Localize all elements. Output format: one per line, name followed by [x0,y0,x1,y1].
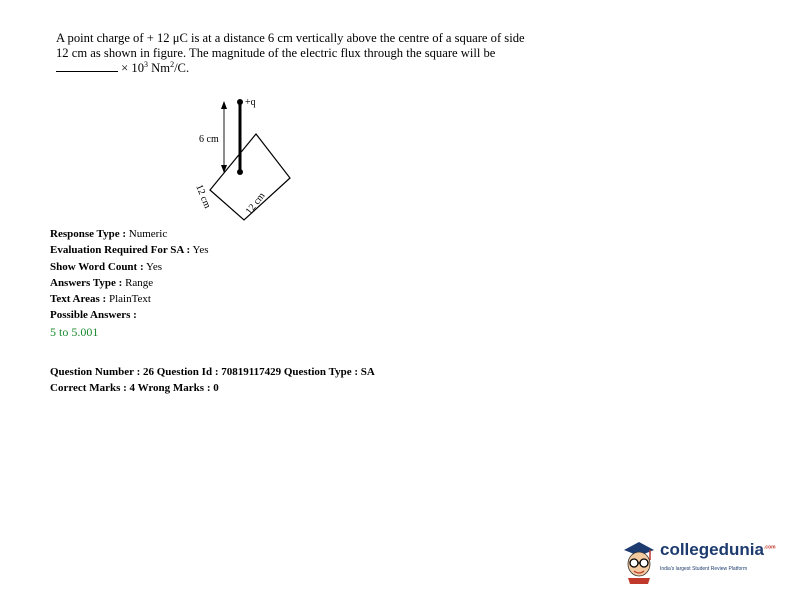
question-line-3: × $10^3$ Nm$^2$/C. [56,61,586,76]
logo-wordmark: collegedunia$^{.com}$ [660,540,776,559]
logo-tagline: India's largest Student Review Platform [660,566,748,572]
possible-answer-value: 5 to 5.001 [50,324,99,339]
question-text [56,31,586,76]
question-number-row: Question Number : 26 Question Id : 70819117429 Question Type : SA [50,366,375,378]
height-label: 6 cm [199,134,219,145]
side-label-left: 12 cm [193,183,213,211]
centre-dot [237,169,243,175]
answer-blank [56,62,118,72]
response-details [50,226,209,340]
arrow-up-icon [221,101,227,109]
physics-figure [188,90,298,220]
question-line-1: A point charge of + 12 μC is at a distance 6 cm vertically above the centre of a square of side [56,31,525,45]
marks-row: Correct Marks : 4 Wrong Marks : 0 [50,382,219,395]
arrow-down-icon [221,165,227,173]
question-line-2: 12 cm as shown in figure. The magnitude of the electric flux through the square will be [56,46,496,60]
answers-type-row: Answers Type : Range [50,276,154,289]
collegedunia-logo [620,536,780,586]
charge-square-diagram [188,90,298,220]
charge-label: +q [245,97,256,108]
charge-dot [237,99,243,105]
response-type-row: Response Type : Numeric [50,228,168,240]
side-label-right: 12 cm [243,190,268,217]
show-word-count-row: Show Word Count : Yes [50,260,162,273]
text-areas-row: Text Areas : PlainText [50,293,151,306]
mascot-icon [620,538,658,584]
next-question-info [50,364,375,397]
possible-answers-row: Possible Answers : [50,309,137,322]
evaluation-required-row: Evaluation Required For SA : Yes [50,244,209,257]
